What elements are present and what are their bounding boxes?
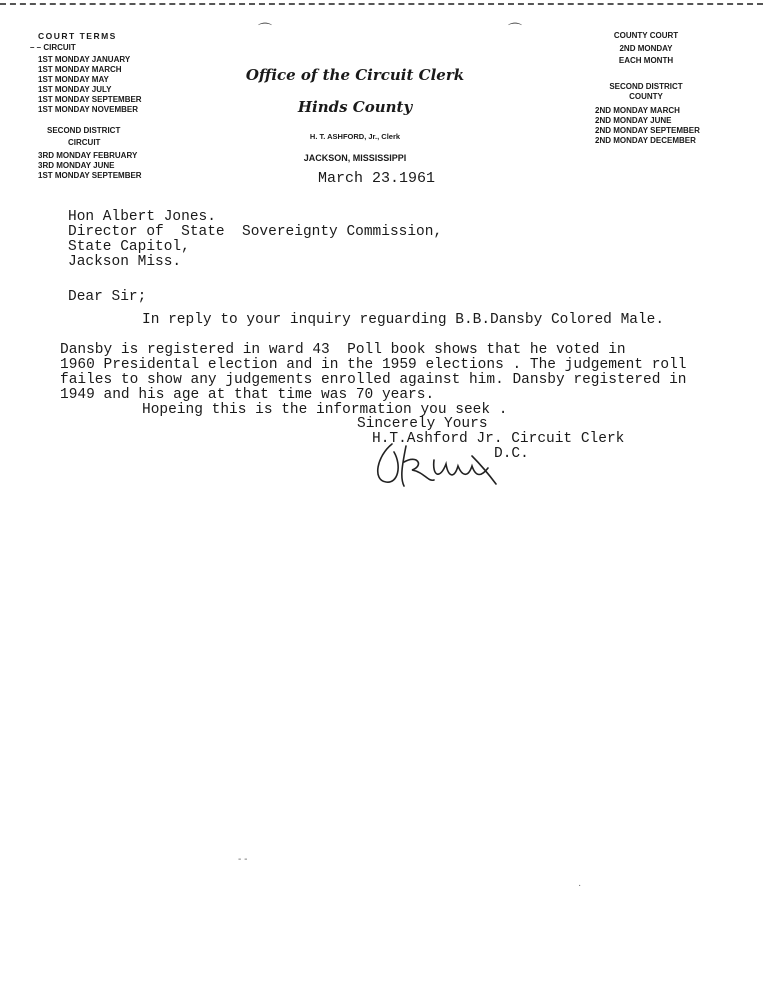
punch-mark: ⌒ xyxy=(258,22,272,38)
term-item: 2ND MONDAY MARCH xyxy=(595,106,680,115)
term-item: 2ND MONDAY JUNE xyxy=(595,116,672,125)
circuit-terms-list xyxy=(38,55,142,115)
deputy-clerk-label: D.C. xyxy=(494,446,529,462)
city: JACKSON, MISSISSIPPI xyxy=(303,153,407,163)
punch-mark: ⌒ xyxy=(508,22,522,38)
term-item: 1ST MONDAY JANUARY xyxy=(38,55,131,64)
handwritten-signature xyxy=(372,436,502,492)
top-edge-line xyxy=(0,3,763,5)
second-circuit-terms-list xyxy=(38,151,142,181)
county-court-label: COUNTY COURT xyxy=(613,31,679,40)
intro-line: In reply to your inquiry reguarding B.B.Dansby Colored Male. xyxy=(142,312,665,328)
second-district-label: SECOND DISTRICT xyxy=(47,126,121,135)
term-item: 1ST MONDAY MARCH xyxy=(38,65,122,74)
county-label: COUNTY xyxy=(629,92,663,101)
address-line: Director of State Sovereignty Commission, xyxy=(68,224,443,240)
salutation: Dear Sir; xyxy=(68,289,147,305)
address-line: State Capitol, xyxy=(68,239,190,255)
term-item: 1ST MONDAY JULY xyxy=(38,85,112,94)
term-item: 3RD MONDAY FEBRUARY xyxy=(38,151,138,160)
term-item: 1ST MONDAY SEPTEMBER xyxy=(38,95,142,104)
recipient-address xyxy=(68,210,442,270)
signer-line: H.T.Ashford Jr. Circuit Clerk xyxy=(372,431,625,447)
scan-speck: - - xyxy=(238,854,248,865)
closing-line: Hopeing this is the information you seek . xyxy=(142,402,508,418)
body-line: Dansby is registered in ward 43 Poll book shows that he voted in xyxy=(60,342,626,358)
county-terms-list xyxy=(595,106,700,146)
term-item: 1ST MONDAY MAY xyxy=(38,75,109,84)
address-line: Jackson Miss. xyxy=(68,254,182,270)
letter-body xyxy=(60,343,687,403)
monday-label: 2ND MONDAY xyxy=(619,44,673,53)
county-title: Hinds County xyxy=(297,98,413,116)
clerk-name: H. T. ASHFORD, Jr., Clerk xyxy=(309,132,401,141)
letter-date: March 23.1961 xyxy=(318,170,436,187)
body-line: failes to show any judgements enrolled against him. Dansby registered in xyxy=(60,372,687,388)
term-item: 1ST MONDAY SEPTEMBER xyxy=(38,171,142,180)
term-item: 1ST MONDAY NOVEMBER xyxy=(38,105,139,114)
circuit-label: – – CIRCUIT xyxy=(30,43,76,52)
term-item: 3RD MONDAY JUNE xyxy=(38,161,115,170)
each-month-label: EACH MONTH xyxy=(618,56,674,65)
court-terms-title: COURT TERMS xyxy=(38,31,117,41)
second-circuit-label: CIRCUIT xyxy=(68,138,101,147)
body-line: 1949 and his age at that time was 70 years. xyxy=(60,387,435,403)
second-district-right-label: SECOND DISTRICT xyxy=(609,82,683,91)
term-item: 2ND MONDAY DECEMBER xyxy=(595,136,696,145)
term-item: 2ND MONDAY SEPTEMBER xyxy=(595,126,700,135)
office-title: Office of the Circuit Clerk xyxy=(245,66,465,84)
body-line: 1960 Presidental election and in the 1959 elections . The judgement roll xyxy=(60,357,687,373)
scan-speck: · xyxy=(578,880,582,891)
valediction: Sincerely Yours xyxy=(357,416,488,432)
address-line: Hon Albert Jones. xyxy=(68,209,216,225)
